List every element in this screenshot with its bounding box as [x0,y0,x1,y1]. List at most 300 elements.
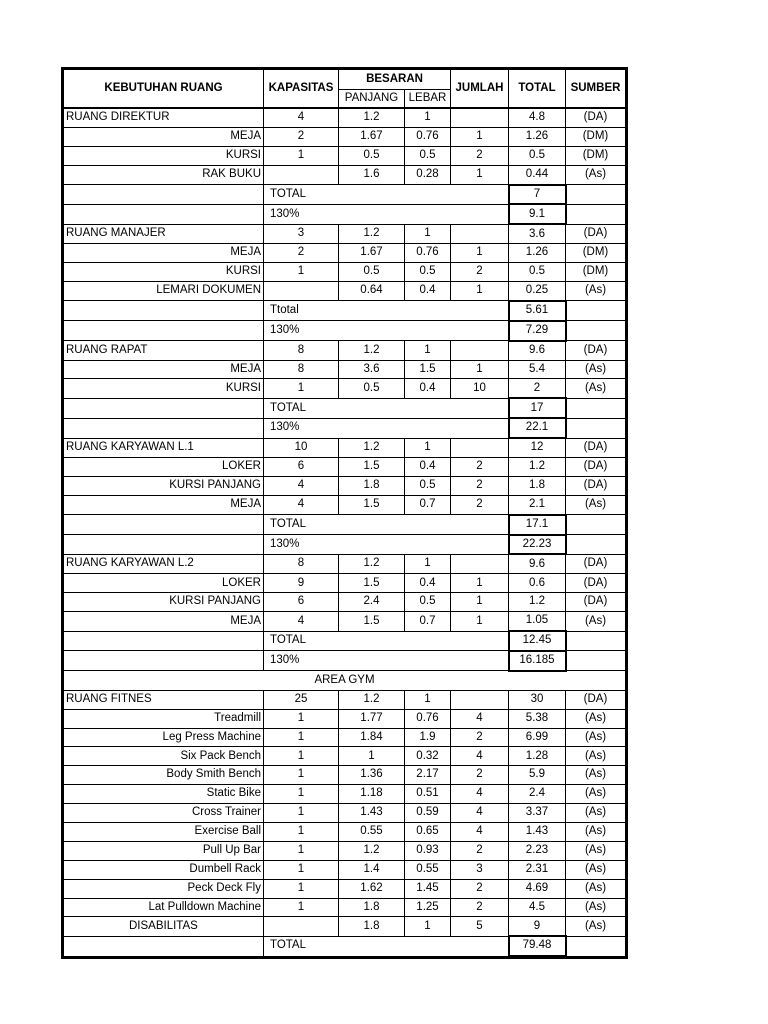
subtotal-label: TOTAL [264,936,509,956]
sumber-cell: (DA) [566,224,626,243]
jumlah-cell: 1 [451,244,509,263]
sumber-cell: (DA) [566,574,626,593]
percent-label: 130% [264,321,509,341]
percent-value: 22.23 [509,535,566,555]
panjang-cell: 1.2 [339,108,405,127]
sumber-cell: (DM) [566,146,626,165]
jumlah-cell: 10 [451,379,509,398]
panjang-cell: 1.2 [339,224,405,243]
lebar-cell: 0.32 [405,747,451,766]
panjang-cell: 0.55 [339,822,405,841]
sumber-cell: (As) [566,728,626,747]
total-cell: 30 [509,690,566,709]
sumber-cell: (As) [566,841,626,860]
subtotal-label: TOTAL [264,515,509,535]
item-name: Treadmill [64,709,264,728]
total-cell: 1.26 [509,127,566,146]
total-cell: 4.69 [509,879,566,898]
total-cell: 2 [509,379,566,398]
panjang-cell: 0.5 [339,263,405,282]
jumlah-cell: 4 [451,785,509,804]
lebar-cell: 0.5 [405,146,451,165]
jumlah-cell [451,341,509,360]
percent-label: 130% [264,204,509,224]
kapasitas-cell [264,917,339,936]
kapasitas-cell: 8 [264,341,339,360]
jumlah-cell: 3 [451,860,509,879]
lebar-cell: 0.76 [405,127,451,146]
header-kebutuhan-ruang: KEBUTUHAN RUANG [64,70,264,109]
lebar-cell: 0.4 [405,282,451,301]
jumlah-cell: 1 [451,127,509,146]
sumber-cell: (As) [566,898,626,917]
percent-value: 16.185 [509,651,566,671]
jumlah-cell: 4 [451,709,509,728]
jumlah-cell: 2 [451,476,509,495]
kapasitas-cell: 4 [264,108,339,127]
table-row [64,917,626,936]
kapasitas-cell: 4 [264,495,339,514]
lebar-cell: 1 [405,554,451,573]
total-cell: 4.8 [509,108,566,127]
item-name: DISABILITAS [64,917,264,936]
panjang-cell: 1.2 [339,438,405,457]
percent-row [64,418,626,438]
sumber-cell: (As) [566,917,626,936]
panjang-cell: 1.18 [339,785,405,804]
kapasitas-cell: 1 [264,822,339,841]
section-name: RUANG DIREKTUR [64,108,264,127]
kapasitas-cell: 25 [264,690,339,709]
sumber-cell: (As) [566,495,626,514]
section-name: RUANG MANAJER [64,224,264,243]
item-name: Six Pack Bench [64,747,264,766]
kapasitas-cell: 1 [264,146,339,165]
total-cell: 6.99 [509,728,566,747]
panjang-cell: 0.64 [339,282,405,301]
total-cell: 2.4 [509,785,566,804]
sumber-cell: (As) [566,822,626,841]
sumber-cell: (As) [566,860,626,879]
subtotal-value: 17 [509,398,566,418]
jumlah-cell: 1 [451,612,509,631]
lebar-cell: 0.59 [405,804,451,823]
subtotal-row [64,631,626,651]
kapasitas-cell: 1 [264,898,339,917]
sumber-cell: (As) [566,379,626,398]
kapasitas-cell: 1 [264,804,339,823]
item-name: Leg Press Machine [64,728,264,747]
section-row [64,690,626,709]
kapasitas-cell: 1 [264,379,339,398]
subtotal-row [64,936,626,956]
total-cell: 2.31 [509,860,566,879]
sumber-cell: (DM) [566,263,626,282]
total-cell: 9 [509,917,566,936]
blank-cell [566,631,626,651]
lebar-cell: 0.5 [405,476,451,495]
table-row [64,379,626,398]
panjang-cell: 1.2 [339,841,405,860]
table-row [64,127,626,146]
lebar-cell: 1.9 [405,728,451,747]
subtotal-label: TOTAL [264,185,509,205]
lebar-cell: 1 [405,690,451,709]
blank-cell [64,936,264,956]
kapasitas-cell: 4 [264,612,339,631]
percent-value: 22.1 [509,418,566,438]
table-row [64,495,626,514]
kapasitas-cell: 6 [264,458,339,477]
lebar-cell: 1 [405,224,451,243]
item-name: KURSI [64,379,264,398]
blank-cell [64,631,264,651]
blank-cell [64,204,264,224]
subtotal-value: 79.48 [509,936,566,956]
table-row [64,574,626,593]
subtotal-row [64,185,626,205]
blank-cell [566,651,626,671]
section-row [64,224,626,243]
lebar-cell: 1.5 [405,360,451,379]
jumlah-cell: 5 [451,917,509,936]
percent-label: 130% [264,651,509,671]
section-name: RUANG KARYAWAN L.2 [64,554,264,573]
sumber-cell: (DM) [566,127,626,146]
total-cell: 3.6 [509,224,566,243]
lebar-cell: 0.4 [405,458,451,477]
blank-cell [64,321,264,341]
total-cell: 0.5 [509,146,566,165]
total-cell: 1.05 [509,612,566,631]
item-name: MEJA [64,495,264,514]
sumber-cell: (As) [566,360,626,379]
item-name: KURSI PANJANG [64,476,264,495]
total-cell: 9.6 [509,554,566,573]
total-cell: 5.4 [509,360,566,379]
jumlah-cell: 1 [451,593,509,612]
jumlah-cell: 1 [451,360,509,379]
total-cell: 4.5 [509,898,566,917]
header-sumber: SUMBER [566,70,626,109]
kapasitas-cell: 1 [264,860,339,879]
panjang-cell: 1.6 [339,165,405,184]
lebar-cell: 0.55 [405,860,451,879]
sumber-cell: (As) [566,804,626,823]
kapasitas-cell: 10 [264,438,339,457]
subtotal-value: 7 [509,185,566,205]
lebar-cell: 0.76 [405,709,451,728]
table-row [64,728,626,747]
panjang-cell: 1.5 [339,574,405,593]
item-name: MEJA [64,360,264,379]
kapasitas-cell: 1 [264,709,339,728]
jumlah-cell [451,690,509,709]
item-name: Static Bike [64,785,264,804]
percent-value: 9.1 [509,204,566,224]
table-row [64,785,626,804]
item-name: LEMARI DOKUMEN [64,282,264,301]
kapasitas-cell: 1 [264,841,339,860]
jumlah-cell: 1 [451,574,509,593]
jumlah-cell: 2 [451,146,509,165]
lebar-cell: 0.93 [405,841,451,860]
sumber-cell: (As) [566,709,626,728]
kapasitas-cell: 8 [264,554,339,573]
blank-cell [64,418,264,438]
sumber-cell: (DA) [566,690,626,709]
lebar-cell: 0.4 [405,379,451,398]
sumber-cell: (DA) [566,554,626,573]
total-cell: 0.44 [509,165,566,184]
panjang-cell: 1.77 [339,709,405,728]
table-row [64,165,626,184]
subtotal-value: 17.1 [509,515,566,535]
lebar-cell: 1.25 [405,898,451,917]
item-name: Exercise Ball [64,822,264,841]
total-cell: 1.2 [509,593,566,612]
space-requirements-table [63,69,626,957]
panjang-cell: 1.4 [339,860,405,879]
sumber-cell: (As) [566,282,626,301]
item-name: Cross Trainer [64,804,264,823]
kapasitas-cell: 1 [264,879,339,898]
table-row [64,898,626,917]
panjang-cell: 1.67 [339,127,405,146]
total-cell: 1.43 [509,822,566,841]
panjang-cell: 1.8 [339,476,405,495]
kapasitas-cell [264,282,339,301]
lebar-cell: 0.51 [405,785,451,804]
sumber-cell: (As) [566,612,626,631]
jumlah-cell [451,554,509,573]
lebar-cell: 0.5 [405,263,451,282]
section-row [64,108,626,127]
total-cell: 3.37 [509,804,566,823]
panjang-cell: 1.5 [339,458,405,477]
lebar-cell: 0.5 [405,593,451,612]
lebar-cell: 1 [405,108,451,127]
jumlah-cell: 2 [451,495,509,514]
kapasitas-cell: 2 [264,127,339,146]
table-row [64,804,626,823]
section-name: RUANG RAPAT [64,341,264,360]
panjang-cell: 1 [339,747,405,766]
blank-cell [566,185,626,205]
jumlah-cell: 2 [451,898,509,917]
blank-cell [566,535,626,555]
panjang-cell: 1.62 [339,879,405,898]
lebar-cell: 1.45 [405,879,451,898]
table-row [64,612,626,631]
panjang-cell: 1.84 [339,728,405,747]
lebar-cell: 1 [405,917,451,936]
lebar-cell: 1 [405,438,451,457]
blank-cell [566,418,626,438]
lebar-cell: 0.65 [405,822,451,841]
sumber-cell: (As) [566,879,626,898]
header-lebar: LEBAR [405,90,451,109]
header-total: TOTAL [509,70,566,109]
panjang-cell: 3.6 [339,360,405,379]
item-name: MEJA [64,127,264,146]
total-cell: 12 [509,438,566,457]
sumber-cell: (DA) [566,458,626,477]
jumlah-cell [451,224,509,243]
panjang-cell: 1.5 [339,495,405,514]
blank-cell [64,398,264,418]
table-row [64,747,626,766]
jumlah-cell: 4 [451,804,509,823]
percent-row [64,204,626,224]
total-cell: 1.2 [509,458,566,477]
jumlah-cell: 4 [451,747,509,766]
total-cell: 2.1 [509,495,566,514]
section-name: RUANG KARYAWAN L.1 [64,438,264,457]
total-cell: 5.9 [509,766,566,785]
jumlah-cell: 2 [451,458,509,477]
jumlah-cell [451,438,509,457]
subtotal-row [64,398,626,418]
blank-cell [64,651,264,671]
sumber-cell: (As) [566,766,626,785]
section-row [64,438,626,457]
sumber-cell: (DA) [566,108,626,127]
blank-cell [566,204,626,224]
sumber-cell: (DA) [566,341,626,360]
kapasitas-cell: 2 [264,244,339,263]
header-jumlah: JUMLAH [451,70,509,109]
header-panjang: PANJANG [339,90,405,109]
item-name: LOKER [64,458,264,477]
panjang-cell: 1.67 [339,244,405,263]
item-name: LOKER [64,574,264,593]
total-cell: 0.6 [509,574,566,593]
jumlah-cell: 4 [451,822,509,841]
jumlah-cell: 2 [451,263,509,282]
jumlah-cell [451,108,509,127]
sumber-cell: (As) [566,747,626,766]
item-name: KURSI PANJANG [64,593,264,612]
percent-label: 130% [264,418,509,438]
blank-cell [64,535,264,555]
table-row [64,879,626,898]
panjang-cell: 1.36 [339,766,405,785]
panjang-cell: 1.43 [339,804,405,823]
total-cell: 0.5 [509,263,566,282]
lebar-cell: 0.4 [405,574,451,593]
lebar-cell: 0.28 [405,165,451,184]
kapasitas-cell [264,165,339,184]
area-header-row [64,671,626,690]
total-cell: 0.25 [509,282,566,301]
sumber-cell: (As) [566,165,626,184]
percent-row [64,651,626,671]
header-kapasitas: KAPASITAS [264,70,339,109]
blank-cell [566,398,626,418]
total-cell: 1.28 [509,747,566,766]
jumlah-cell: 2 [451,766,509,785]
section-row [64,341,626,360]
table-row [64,822,626,841]
jumlah-cell: 2 [451,728,509,747]
kapasitas-cell: 1 [264,747,339,766]
sumber-cell: (DA) [566,593,626,612]
panjang-cell: 0.5 [339,146,405,165]
subtotal-label: TOTAL [264,631,509,651]
kapasitas-cell: 1 [264,263,339,282]
table-row [64,476,626,495]
panjang-cell: 1.2 [339,341,405,360]
total-cell: 1.26 [509,244,566,263]
subtotal-value: 12.45 [509,631,566,651]
total-cell: 1.8 [509,476,566,495]
subtotal-label: Ttotal [264,301,509,321]
sumber-cell: (DA) [566,476,626,495]
blank-cell [64,515,264,535]
panjang-cell: 1.8 [339,917,405,936]
item-name: Pull Up Bar [64,841,264,860]
percent-row [64,321,626,341]
total-cell: 9.6 [509,341,566,360]
kapasitas-cell: 1 [264,785,339,804]
total-cell: 5.38 [509,709,566,728]
jumlah-cell: 2 [451,879,509,898]
kapasitas-cell: 1 [264,728,339,747]
table-row [64,709,626,728]
lebar-cell: 0.76 [405,244,451,263]
item-name: MEJA [64,612,264,631]
kapasitas-cell: 3 [264,224,339,243]
percent-row [64,535,626,555]
area-gym-label: AREA GYM [64,671,626,690]
kapasitas-cell: 9 [264,574,339,593]
table-row [64,146,626,165]
item-name: RAK BUKU [64,165,264,184]
table-row [64,841,626,860]
kapasitas-cell: 6 [264,593,339,612]
panjang-cell: 1.2 [339,690,405,709]
item-name: KURSI [64,146,264,165]
blank-cell [566,301,626,321]
panjang-cell: 2.4 [339,593,405,612]
table-row [64,860,626,879]
percent-label: 130% [264,535,509,555]
table-row [64,593,626,612]
panjang-cell: 1.8 [339,898,405,917]
item-name: Lat Pulldown Machine [64,898,264,917]
blank-cell [566,321,626,341]
lebar-cell: 2.17 [405,766,451,785]
subtotal-row [64,515,626,535]
section-name: RUANG FITNES [64,690,264,709]
item-name: Dumbell Rack [64,860,264,879]
table-row [64,458,626,477]
jumlah-cell: 2 [451,841,509,860]
subtotal-value: 5.61 [509,301,566,321]
lebar-cell: 0.7 [405,612,451,631]
item-name: MEJA [64,244,264,263]
jumlah-cell: 1 [451,282,509,301]
item-name: Peck Deck Fly [64,879,264,898]
table-row [64,360,626,379]
subtotal-row [64,301,626,321]
kapasitas-cell: 4 [264,476,339,495]
percent-value: 7.29 [509,321,566,341]
total-cell: 2.23 [509,841,566,860]
lebar-cell: 1 [405,341,451,360]
table-row [64,766,626,785]
